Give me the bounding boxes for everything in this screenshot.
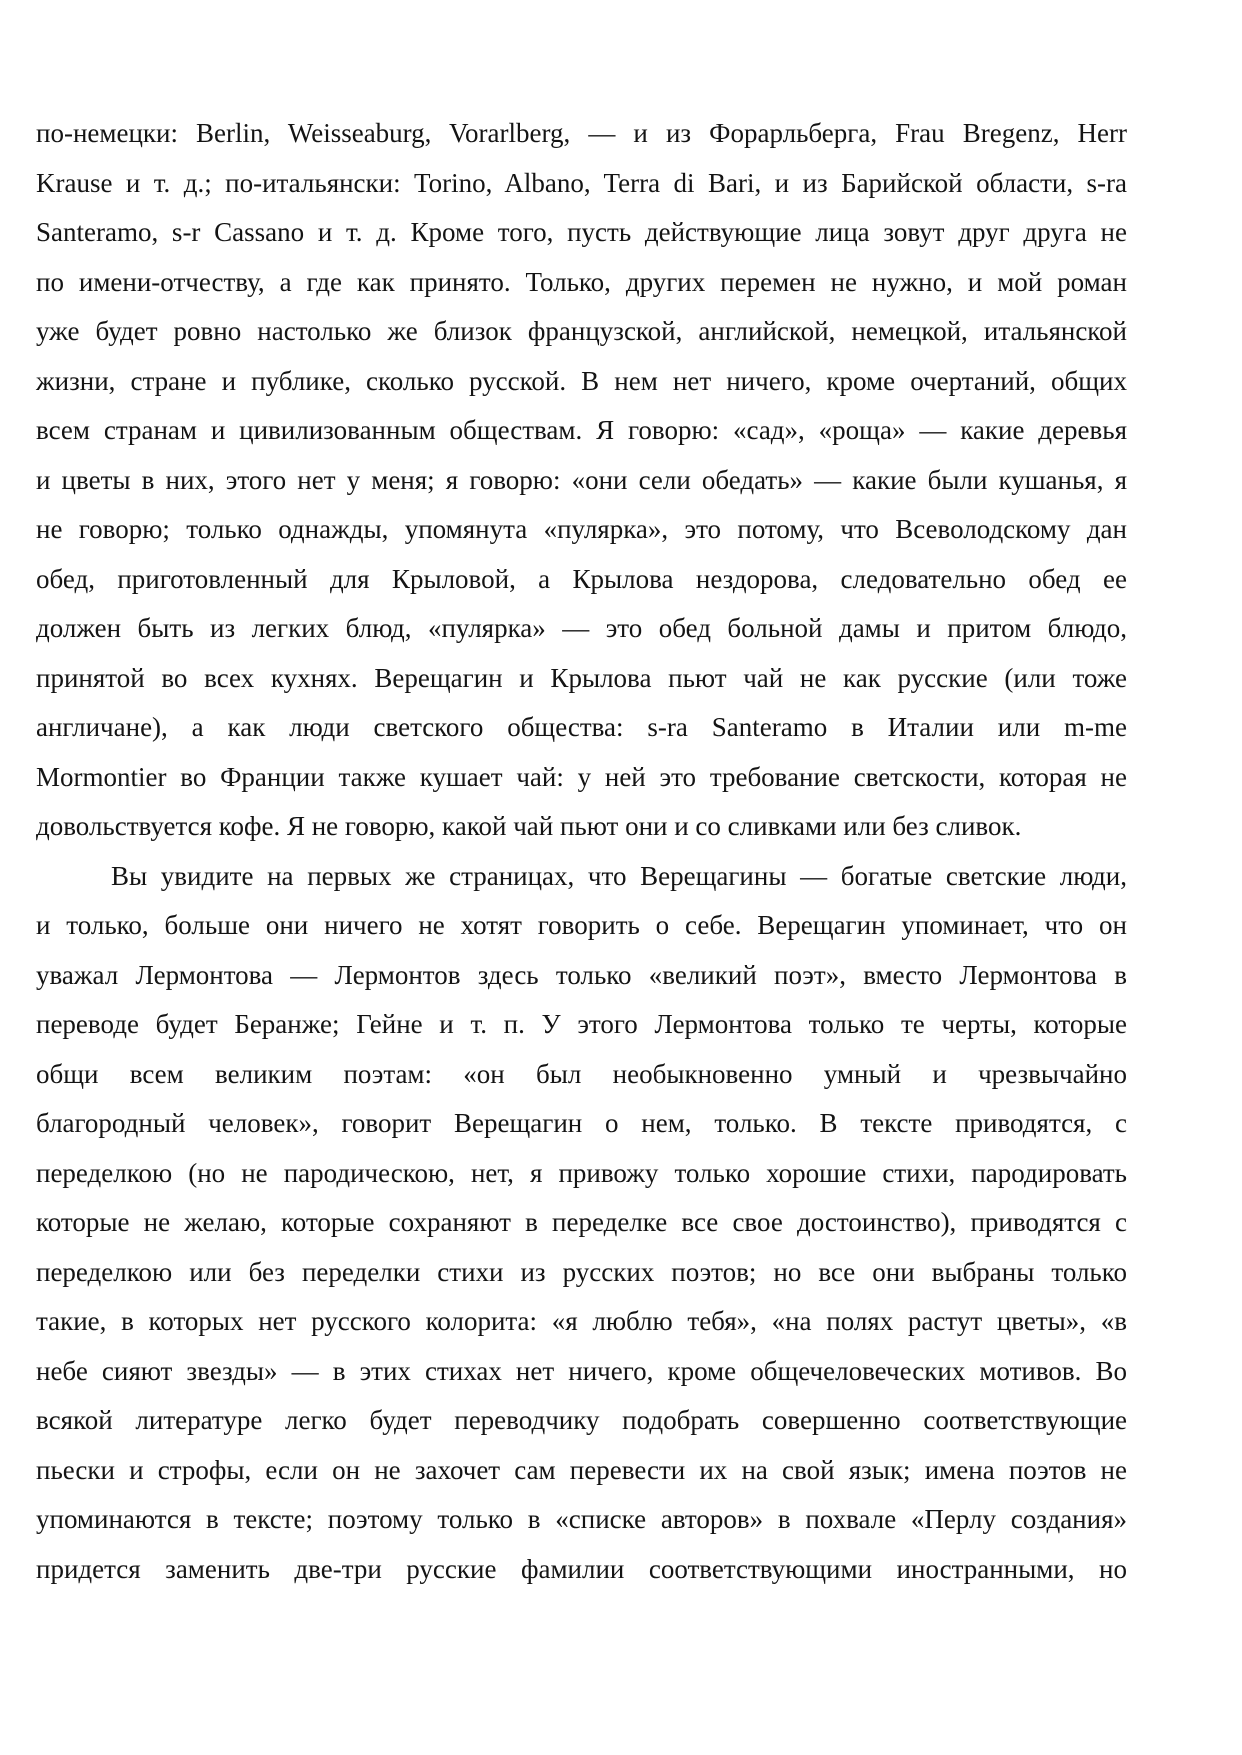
paragraph-2-line: всякой литературе легко будет переводчику подобрать совершенно соответствующие: [36, 1405, 1127, 1435]
paragraph-2-line: уважал Лермонтова — Лермонтов здесь только «великий поэт», вместо Лермонтова в: [36, 959, 1127, 990]
paragraph-2-line: пьески и строфы, если он не захочет сам перевести их на свой язык; имена поэтов не: [36, 1454, 1127, 1485]
paragraph-2-line: такие, в которых нет русского колорита: «я люблю тебя», «на полях растут цветы», «в: [36, 1306, 1127, 1336]
paragraph-1-line: принятой во всех кухнях. Верещагин и Крылова пьют чай не как русские (или тоже: [36, 662, 1127, 693]
paragraph-2-line: переделкою (но не пародическою, нет, я привожу только хорошие стихи, пародировать: [36, 1157, 1127, 1188]
paragraph-1-line: англичане), а как люди светского общества: s-ra Santeramo в Италии или m-me: [36, 712, 1127, 742]
paragraph-2-line: придется заменить две-три русские фамилии соответствующими иностранными, но: [36, 1553, 1127, 1584]
paragraph-2-line: упоминаются в тексте; поэтому только в «списке авторов» в похвале «Перлу создания»: [36, 1504, 1127, 1534]
paragraph-1-line: по-немецки: Berlin, Weisseaburg, Vorarlberg, — и из Форарльберга, Frau Bregenz, Herr: [36, 118, 1127, 148]
paragraph-1-line: Krause и т. д.; по-итальянски: Torino, Albano, Terra di Bari, и из Барийской области, s-ra: [36, 167, 1127, 198]
paragraph-2-line: переводе будет Беранже; Гейне и т. п. У этого Лермонтова только те черты, которые: [36, 1009, 1127, 1039]
paragraph-2-line: которые не желаю, которые сохраняют в переделке все свое достоинство), приводятся с: [36, 1207, 1127, 1237]
paragraph-1-line: довольствуется кофе. Я не говорю, какой чай пьют они и со сливками или без сливок.: [36, 811, 1022, 841]
paragraph-2-line: переделкою или без переделки стихи из русских поэтов; но все они выбраны только: [36, 1256, 1127, 1287]
paragraph-1-line: жизни, стране и публике, сколько русской. В нем нет ничего, кроме очертаний, общих: [36, 365, 1127, 396]
paragraph-1-line: обед, приготовленный для Крыловой, а Крылова нездорова, следовательно обед ее: [36, 563, 1127, 594]
paragraph-2-line: и только, больше они ничего не хотят говорить о себе. Верещагин упоминает, что он: [36, 910, 1127, 940]
paragraph-1-line: и цветы в них, этого нет у меня; я говорю: «они сели обедать» — какие были кушанья, я: [36, 464, 1127, 495]
paragraph-1-line: должен быть из легких блюд, «пулярка» — это обед больной дамы и притом блюдо,: [36, 613, 1127, 643]
paragraph-1-line: Mormontier во Франции также кушает чай: у ней это требование светскости, которая не: [36, 761, 1127, 792]
paragraph-1-line: всем странам и цивилизованным обществам. Я говорю: «сад», «роща» — какие деревья: [36, 415, 1127, 445]
paragraph-2-line: Вы увидите на первых же страницах, что Верещагины — богатые светские люди,: [111, 860, 1127, 891]
paragraph-2-line: небе сияют звезды» — в этих стихах нет ничего, кроме общечеловеческих мотивов. Во: [36, 1355, 1127, 1386]
paragraph-1-line: по имени-отчеству, а где как принято. Только, других перемен не нужно, и мой роман: [36, 266, 1127, 297]
paragraph-2-line: благородный человек», говорит Верещагин о нем, только. В тексте приводятся, с: [36, 1108, 1127, 1138]
paragraph-1-line: Santeramo, s-r Cassano и т. д. Кроме того, пусть действующие лица зовут друг друга не: [36, 217, 1127, 247]
paragraph-1-line: не говорю; только однажды, упомянута «пулярка», это потому, что Всеволодскому дан: [36, 514, 1127, 544]
paragraph-2-line: общи всем великим поэтам: «он был необыкновенно умный и чрезвычайно: [36, 1058, 1127, 1089]
body-text: [36, 109, 1127, 1594]
paragraph-1-line: уже будет ровно настолько же близок французской, английской, немецкой, итальянской: [36, 316, 1127, 346]
